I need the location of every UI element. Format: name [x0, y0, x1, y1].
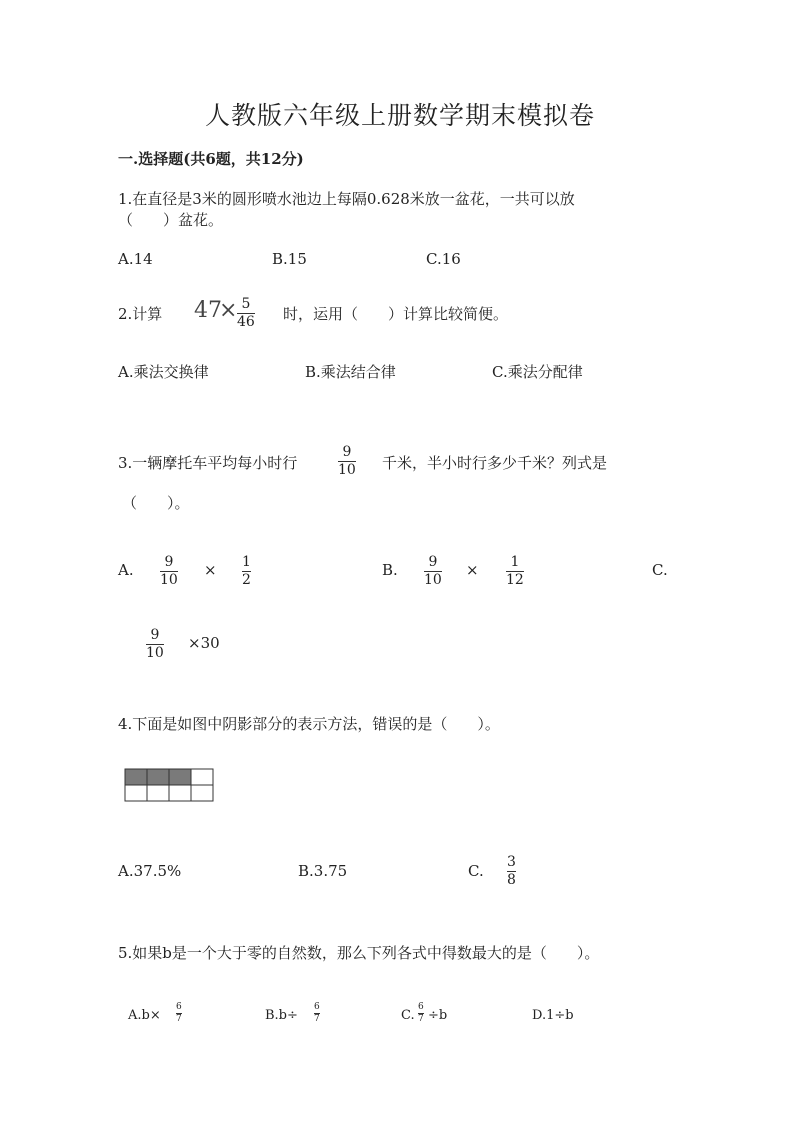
question-1-option-b: B.15 [272, 250, 307, 268]
section-heading: 一.选择题(共6题，共12分) [118, 150, 304, 168]
question-5-option-d: D.1÷b [532, 1008, 574, 1023]
grid-cell [191, 769, 213, 785]
grid-cell-shaded [147, 769, 169, 785]
grid-cell [147, 785, 169, 801]
question-4-option-c-fraction [507, 855, 516, 888]
grid-cell [125, 785, 147, 801]
question-3-option-a-fraction-1 [160, 555, 178, 588]
question-4-option-a: A.37.5% [118, 862, 182, 880]
question-2-option-c: C.乘法分配律 [492, 363, 583, 381]
question-3-option-b-label: B. [382, 561, 398, 579]
numerator: 6 [418, 1002, 424, 1012]
question-2-times-sign: × [219, 298, 238, 323]
question-5-option-c-prefix: C. [401, 1008, 415, 1023]
question-4-option-b: B.3.75 [298, 862, 348, 880]
shaded-grid-figure [124, 768, 214, 808]
grid-cell-shaded [125, 769, 147, 785]
question-2-fraction-numerator: 5 [241, 296, 251, 312]
denominator: 8 [507, 872, 516, 888]
grid-cell [191, 785, 213, 801]
denominator: 7 [176, 1014, 182, 1024]
question-3-option-c-label: C. [652, 561, 668, 579]
question-1-line2: （ ）盆花。 [118, 211, 224, 229]
numerator: 1 [242, 554, 251, 570]
question-2-fraction [237, 297, 255, 330]
question-3-line2: （ ）。 [122, 494, 190, 512]
question-5-option-a-fraction [176, 1003, 182, 1024]
question-5-option-c-suffix: ÷b [428, 1008, 448, 1023]
question-3-fraction-numerator: 9 [342, 444, 352, 460]
question-2-fraction-denominator: 46 [237, 314, 255, 330]
question-5-option-b-prefix: B.b÷ [265, 1008, 298, 1023]
denominator: 10 [146, 645, 164, 661]
numerator: 6 [314, 1002, 320, 1012]
grid-cell-shaded [169, 769, 191, 785]
denominator: 7 [314, 1014, 320, 1024]
denominator: 10 [160, 572, 178, 588]
question-5-option-c-fraction [418, 1003, 424, 1024]
question-2-suffix: 时，运用（ ）计算比较简便。 [283, 305, 509, 323]
question-2-option-b: B.乘法结合律 [305, 363, 396, 381]
denominator: 2 [242, 572, 251, 588]
question-3-suffix: 千米，半小时行多少千米？列式是 [382, 454, 608, 472]
denominator: 12 [506, 572, 524, 588]
question-5-option-a-prefix: A.b× [128, 1008, 161, 1023]
question-3-option-c-tail: ×30 [188, 634, 220, 652]
denominator: 10 [424, 572, 442, 588]
grid-svg [124, 768, 214, 804]
question-1-option-c: C.16 [426, 250, 461, 268]
question-2-whole-number: 47 [194, 298, 222, 323]
question-3-option-b-operator: × [466, 561, 479, 579]
denominator: 7 [418, 1014, 424, 1024]
question-5-text: 5.如果b是一个大于零的自然数，那么下列各式中得数最大的是（ ）。 [118, 944, 600, 962]
numerator: 6 [176, 1002, 182, 1012]
numerator: 9 [150, 627, 160, 643]
question-3-option-a-label: A. [118, 561, 134, 579]
question-2-option-a: A.乘法交换律 [118, 363, 209, 381]
question-1-line1: 1.在直径是3米的圆形喷水池边上每隔0.628米放一盆花，一共可以放 [118, 190, 575, 208]
question-3-fraction [338, 445, 356, 478]
question-3-fraction-denominator: 10 [338, 462, 356, 478]
question-1-option-a: A.14 [118, 250, 153, 268]
question-3-option-c-fraction [146, 628, 164, 661]
numerator: 1 [510, 554, 520, 570]
question-3-option-b-fraction-2 [506, 555, 524, 588]
numerator: 3 [507, 854, 516, 870]
question-5-option-b-fraction [314, 1003, 320, 1024]
question-4-text: 4.下面是如图中阴影部分的表示方法，错误的是（ ）。 [118, 715, 500, 733]
question-4-option-c-label: C. [468, 862, 484, 880]
page-title: 人教版六年级上册数学期末模拟卷 [204, 101, 595, 130]
question-3-prefix: 3.一辆摩托车平均每小时行 [118, 454, 298, 472]
question-3-option-b-fraction-1 [424, 555, 442, 588]
numerator: 9 [428, 554, 438, 570]
question-2-prefix: 2.计算 [118, 305, 163, 323]
numerator: 9 [164, 554, 174, 570]
question-3-option-a-operator: × [204, 561, 217, 579]
grid-cell [169, 785, 191, 801]
question-3-option-a-fraction-2 [242, 555, 251, 588]
